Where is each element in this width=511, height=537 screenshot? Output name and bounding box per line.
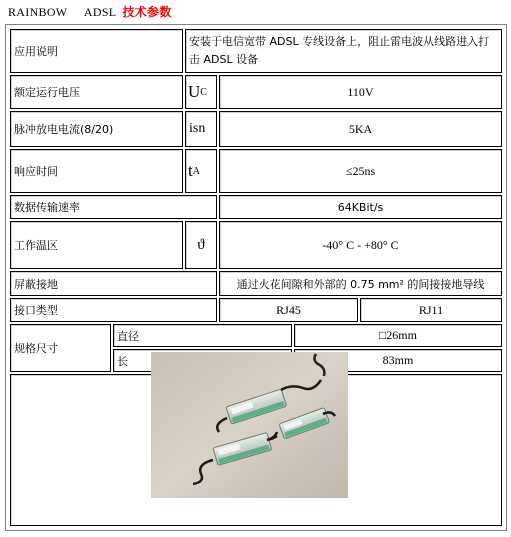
interface-value-rj45: RJ45 bbox=[219, 298, 358, 322]
pulse-current-symbol: isn bbox=[185, 111, 217, 147]
adsl-surge-protector-photo bbox=[151, 352, 348, 498]
dimensions-label: 规格尺寸 bbox=[10, 324, 111, 372]
brand-name: RAINBOW bbox=[8, 5, 68, 19]
product-photo bbox=[151, 352, 348, 498]
pulse-current-label: 脉冲放电电流(8/20) bbox=[10, 111, 183, 147]
data-rate-label: 数据传输速率 bbox=[10, 195, 217, 219]
page-title bbox=[8, 3, 172, 20]
work-temp-value: -40° C - +80° C bbox=[219, 221, 502, 269]
diameter-value: □26mm bbox=[294, 324, 502, 347]
rated-voltage-symbol: U C bbox=[185, 75, 217, 109]
work-temp-label: 工作温区 bbox=[10, 221, 183, 269]
model-name: ADSL bbox=[83, 5, 117, 19]
application-label: 应用说明 bbox=[10, 29, 183, 73]
interface-value-rj11: RJ11 bbox=[360, 298, 502, 322]
interface-label: 接口类型 bbox=[10, 298, 217, 322]
response-time-symbol: t A bbox=[185, 149, 217, 193]
application-value: 安装于电信宽带 ADSL 专线设备上，阻止雷电波从线路进入打击 ADSL 设备 bbox=[185, 29, 502, 73]
diameter-label: 直径 bbox=[113, 324, 292, 347]
work-temp-symbol: ϑ bbox=[185, 221, 217, 269]
shield-ground-value: 通过火花间隙和外部的 0.75 mm² 的间接接地导线 bbox=[219, 271, 502, 296]
section-title: 技术参数 bbox=[122, 5, 172, 19]
length-label: 长 bbox=[113, 349, 292, 372]
rated-voltage-value: 110V bbox=[219, 75, 502, 109]
data-rate-value: 64KBit/s bbox=[219, 195, 502, 219]
response-time-label: 响应时间 bbox=[10, 149, 183, 193]
length-value: 83mm bbox=[294, 349, 502, 372]
response-time-value: ≤25ns bbox=[219, 149, 502, 193]
pulse-current-value: 5KA bbox=[219, 111, 502, 147]
rated-voltage-label: 额定运行电压 bbox=[10, 75, 183, 109]
shield-ground-label: 屏蔽接地 bbox=[10, 271, 217, 296]
